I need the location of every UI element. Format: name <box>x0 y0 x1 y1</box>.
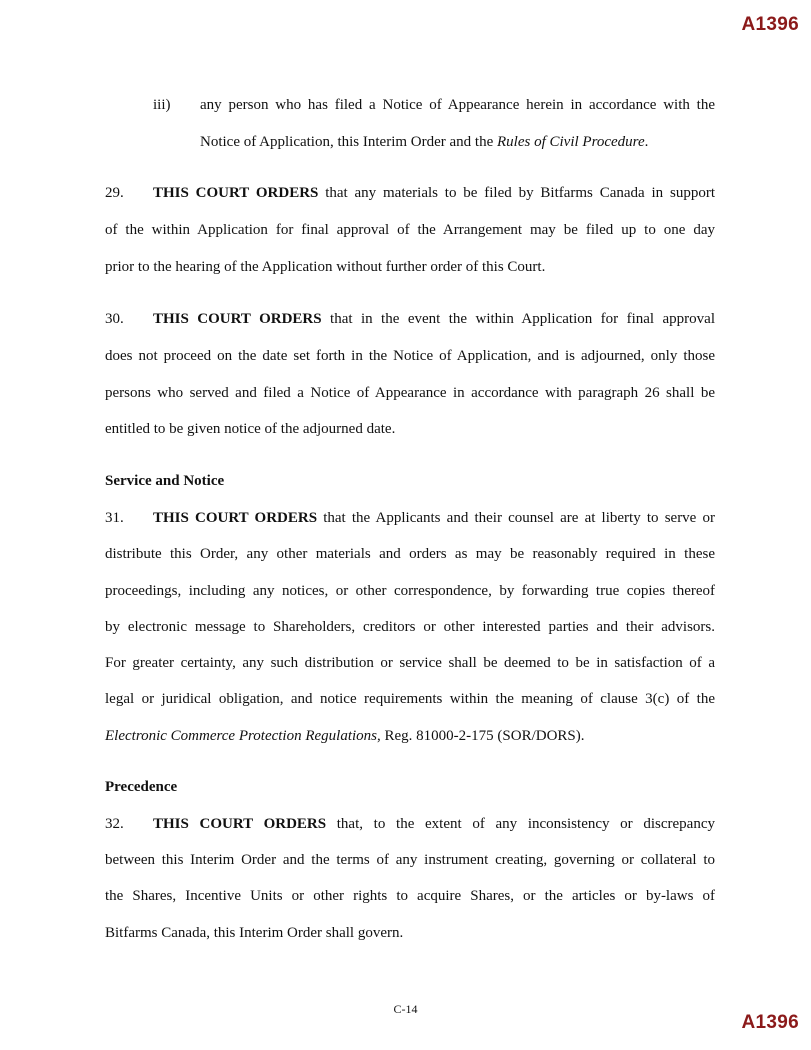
p32-line-3: the Shares, Incentive Units or other rights to acquire Shares, or the articles or by-laws of <box>105 888 715 904</box>
p32-line-2: between this Interim Order and the terms of any instrument creating, governing or collateral to <box>105 852 715 868</box>
p31-line-5: For greater certainty, any such distribution or service shall be deemed to be in satisfaction of a <box>105 655 715 671</box>
p30-line-2: does not proceed on the date set forth in the Notice of Application, and is adjourned, only those <box>105 348 715 364</box>
item-iii-line-1: any person who has filed a Notice of Appearance herein in accordance with the <box>200 97 715 113</box>
heading-precedence: Precedence <box>105 779 178 795</box>
p31-line-7: Electronic Commerce Protection Regulations, Reg. 81000-2-175 (SOR/DORS). <box>105 728 585 744</box>
p29-line-2: of the within Application for final approval of the Arrangement may be filed up to one day <box>105 222 715 238</box>
p31-number: 31. <box>105 510 124 526</box>
exhibit-stamp-top: A1396 <box>741 14 799 35</box>
p32-line-1: THIS COURT ORDERS that, to the extent of any inconsistency or discrepancy <box>153 816 715 832</box>
p30-line-3: persons who served and filed a Notice of Appearance in accordance with paragraph 26 shall be <box>105 385 715 401</box>
p32-line-4: Bitfarms Canada, this Interim Order shall govern. <box>105 925 404 941</box>
p32-number: 32. <box>105 816 124 832</box>
p29-line-3: prior to the hearing of the Application without further order of this Court. <box>105 259 546 275</box>
heading-service-and-notice: Service and Notice <box>105 473 225 489</box>
item-iii-line-2: Notice of Application, this Interim Order and the Rules of Civil Procedure. <box>200 134 649 150</box>
p29-line-1: THIS COURT ORDERS that any materials to be filed by Bitfarms Canada in support <box>153 185 715 201</box>
page-number: C-14 <box>393 1002 418 1016</box>
p31-line-2: distribute this Order, any other materials and orders as may be reasonably required in these <box>105 546 715 562</box>
exhibit-stamp-bottom: A1396 <box>741 1012 799 1033</box>
p31-line-6: legal or juridical obligation, and notice requirements within the meaning of clause 3(c) of the <box>105 691 715 707</box>
p31-line-3: proceedings, including any notices, or other correspondence, by forwarding true copies thereof <box>105 583 715 599</box>
p30-number: 30. <box>105 311 124 327</box>
p30-line-1: THIS COURT ORDERS that in the event the within Application for final approval <box>153 311 715 327</box>
p31-line-4: by electronic message to Shareholders, creditors or other interested parties and their advisors. <box>105 619 715 635</box>
p31-line-1: THIS COURT ORDERS that the Applicants and their counsel are at liberty to serve or <box>153 510 715 526</box>
p29-number: 29. <box>105 185 124 201</box>
item-iii-marker: iii) <box>153 97 171 113</box>
p30-line-4: entitled to be given notice of the adjourned date. <box>105 421 396 437</box>
